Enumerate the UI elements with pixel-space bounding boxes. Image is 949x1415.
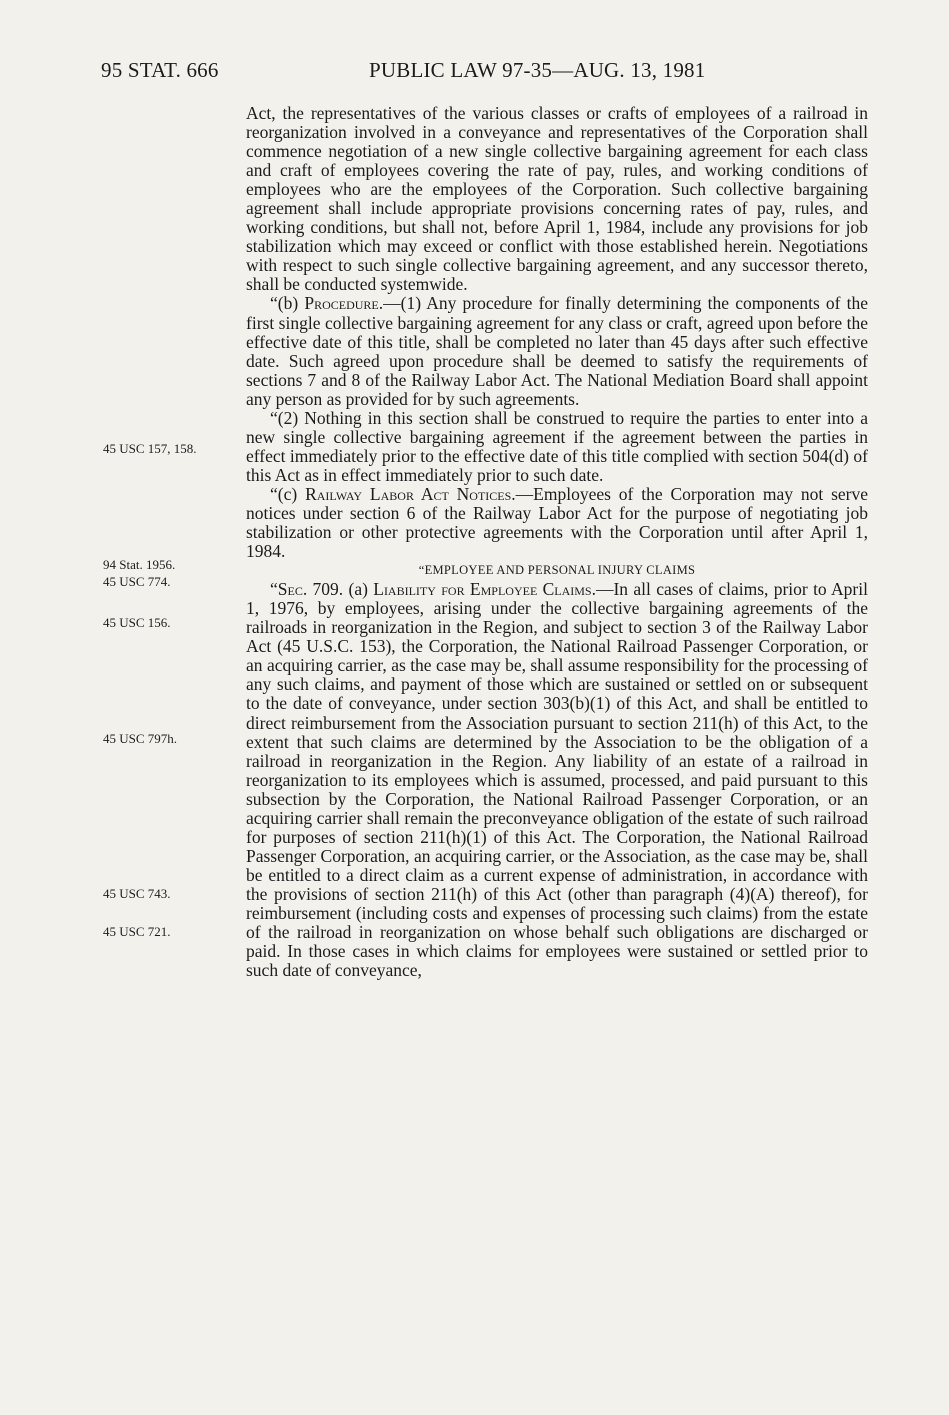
subsection-b-title: Procedure [304,293,379,314]
section-number: . 709. (a) [302,579,368,600]
section-709a-text: .—In all cases of claims, prior to April 1, 1976, by employees, arising under the collective bargaining agreements of the railroads in reorganization in the Region, and subject to section 3 of the Railway Labor Act (45 U.S.C. 153), the Corporation, the National Railroad Passenger Corporation, or an acquiring carrier, as the case may be, shall assume responsibility for the processing of any such claims, and payment of those which are sustained or settled on or subsequent to the date of conveyance, under section 303(b)(1) of this Act, and shall be entitled to direct reimbursement from the Association pursuant to section 211(h) of this Act, to the extent that such claims are determined by the Association to be the obligation of a railroad in reorganization in the Region. Any liability of an estate of a railroad in reorganization to its employees which is assumed, processed, and paid pursuant to this subsection by the Corporation, the National Railroad Passenger Corporation, or an acquiring carrier shall remain the preconveyance obligation of the estate of such railroad for purposes of section 211(h)(1) of this Act. The Corporation, the National Railroad Passenger Corporation, an acquiring carrier, or the Association, as the case may be, shall be entitled to a direct claim as a current expense of administration, in accordance with the provisions of section 211(h) of this Act (other than paragraph (4)(A) thereof), for reimbursement (including costs and expenses of processing such claims) from the estate of the railroad in reorganization on whose behalf such obligations are discharged or paid. In those cases in which claims for employees were sustained or settled prior to such date of conveyance, [246,579,868,981]
section-709a-title: Liability for Employee Claims [373,579,592,600]
margin-citation: 45 USC 774. [103,574,171,589]
section-709-paragraph [246,580,868,980]
subsection-b2-paragraph: “(2) Nothing in this section shall be construed to require the parties to enter into a new single collective bargaining agreement if the agreement between the parties in effect immediately prior to the effective date of this title complied with section 504(d) of this Act as in effect immediately prior to such date. [246,407,868,485]
statute-body [246,104,868,980]
subsection-b-paragraph [246,294,868,408]
section-heading: “EMPLOYEE AND PERSONAL INJURY CLAIMS [418,563,696,578]
continuation-paragraph: Act, the representatives of the various classes or crafts of employees of a railroad in reorganization involved in a conveyance and representatives of the Corporation shall commence negotiation of a new single collective bargaining agreement for each class and craft of employees covering the rate of pay, rules, and working conditions of employees who are the employees of the Corporation. Such collective bargaining agreement shall include appropriate provisions concerning rates of pay, rules, and working conditions, but shall not, before April 1, 1984, include any provisions for job stabilization which may exceed or conflict with those established herein. Negotiations with respect to such single collective bargaining agreement, and any successor thereto, shall be conducted systemwide. [246,103,868,295]
page-title: PUBLIC LAW 97-35—AUG. 13, 1981 [369,58,706,82]
margin-citation: 45 USC 743. [103,886,171,901]
subsection-c-text: .—Employees of the Corporation may not serve notices under section 6 of the Railway Labor Act for the purpose of negotiating job stabilization or other protective agreements with the Corporation until after April 1, 1984. [246,483,868,562]
section-label: “Sec [270,579,303,600]
margin-citation: 45 USC 721. [103,924,171,939]
subsection-c-prefix: “(c) [270,483,298,504]
subsection-b-text: .—(1) Any procedure for finally determining the components of the first single collective bargaining agreement for any class or craft, agreed upon before the effective date of this title, shall be completed no later than 45 days after such effective date. Such agreed upon procedure shall be deemed to satisfy the requirements of sections 7 and 8 of the Railway Labor Act. The National Mediation Board shall appoint any person as provided for by such agreements. [246,293,869,409]
subsection-c-title: Railway Labor Act Notices [305,483,512,504]
statute-page-reference: 95 STAT. 666 [101,58,219,82]
margin-citation: 45 USC 156. [103,615,171,630]
margin-citation: 45 USC 797h. [103,731,178,746]
subsection-b-prefix: “(b) [270,293,299,314]
margin-citation: 45 USC 157, 158. [103,441,197,456]
margin-citation: 94 Stat. 1956. [103,557,176,572]
subsection-c-paragraph [246,485,868,561]
